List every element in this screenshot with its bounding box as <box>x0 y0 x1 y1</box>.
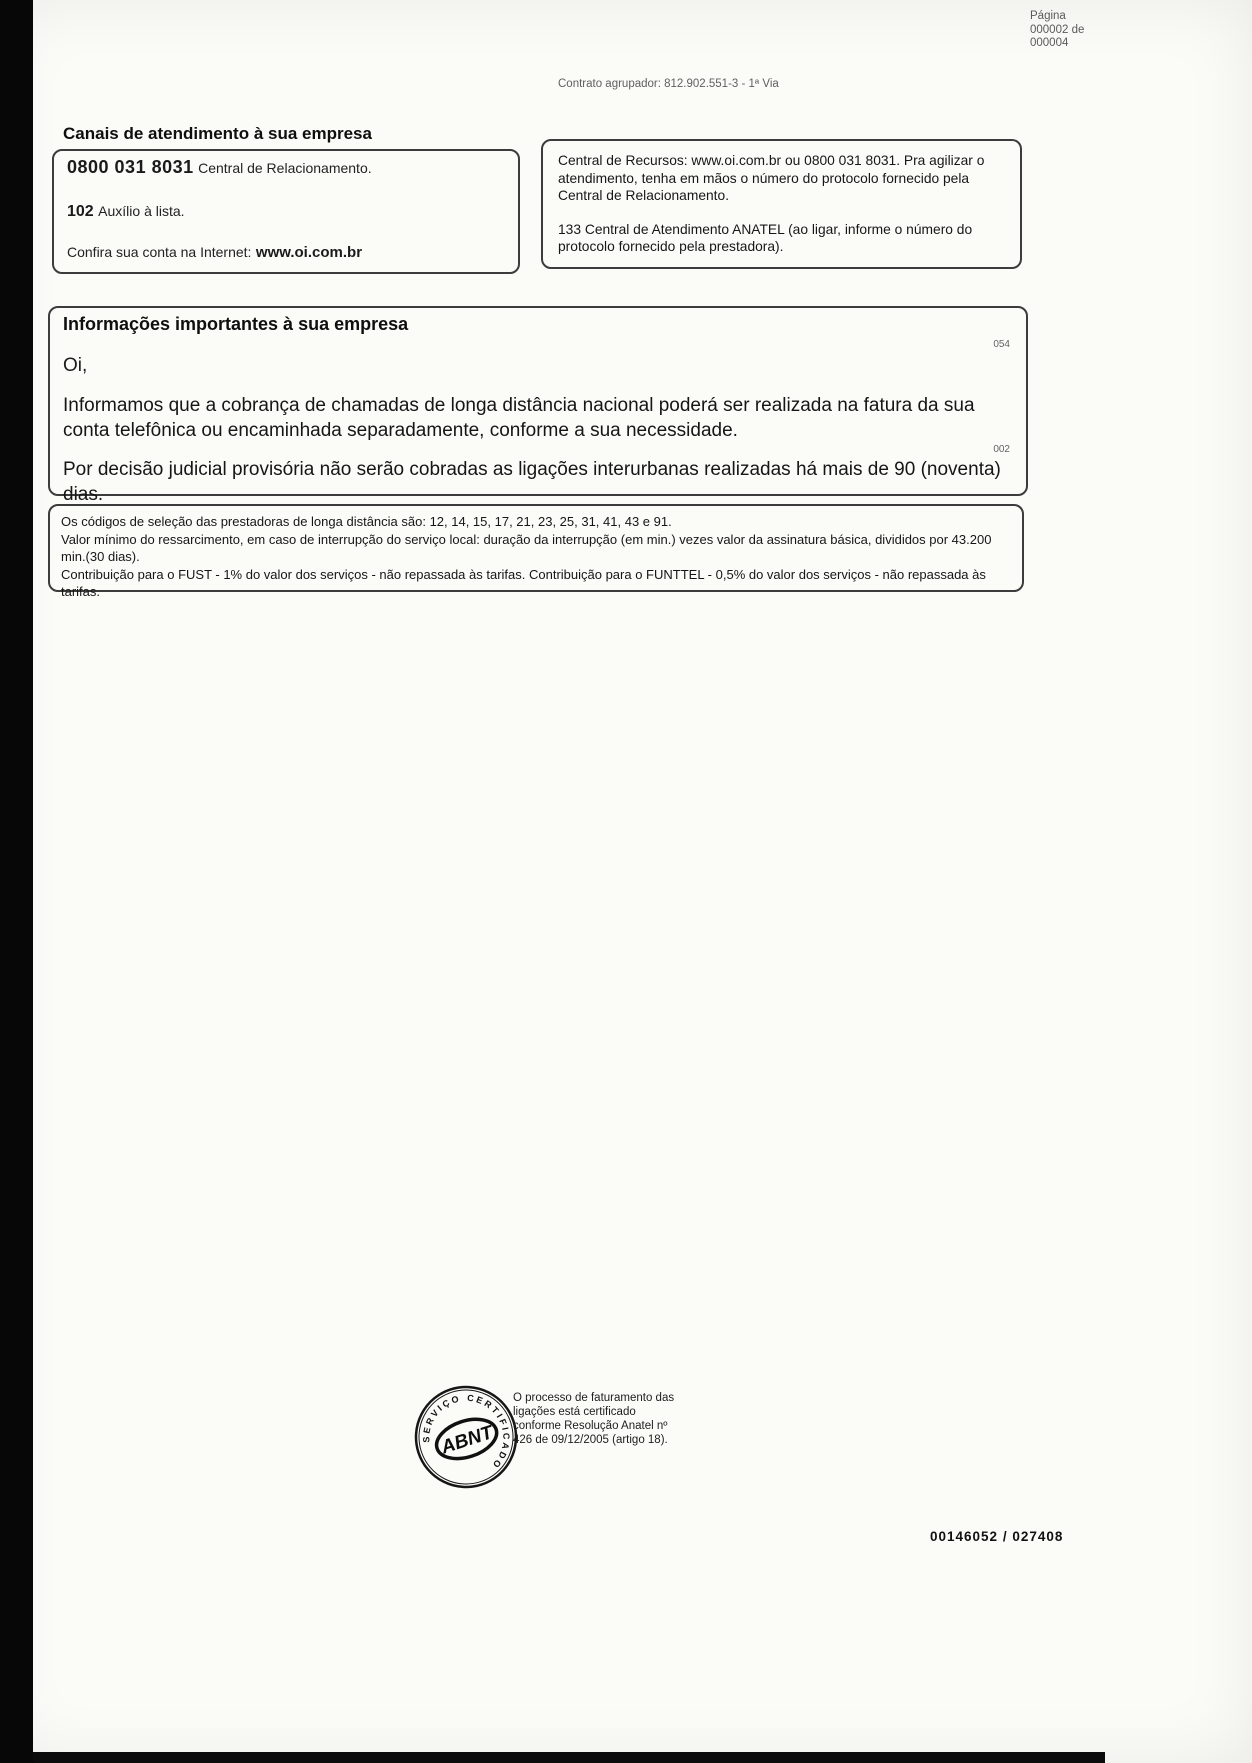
page-indicator <box>1030 10 1084 51</box>
resources-paragraph-1: Central de Recursos: www.oi.com.br ou 0800 031 8031. Pra agilizar o atendimento, tenha em mãos o número do protocolo fornecido pela Central de Relacionamento. <box>558 153 985 203</box>
info-paragraph-2: Por decisão judicial provisória não serão cobradas as ligações interurbanas realizadas há mais de 90 (noventa) dias. <box>63 459 1001 505</box>
relationship-phone-desc: Central de Relacionamento. <box>198 160 372 176</box>
certification-statement: O processo de faturamento das ligações está certificado conforme Resolução Anatel nº 426 de 09/12/2005 (artigo 18). <box>513 1392 675 1446</box>
relationship-phone-number: 0800 031 8031 <box>67 157 194 177</box>
contract-line: Contrato agrupador: 812.902.551-3 - 1ª Via <box>558 78 779 90</box>
abnt-certification-stamp <box>406 1377 526 1497</box>
scan-edge-strip-bottom <box>33 1752 1105 1763</box>
refund-minimum-line: Valor mínimo do ressarcimento, em caso de interrupção do serviço local: duração da interrupção (em min.) vezes valor da assinatura básica, divididos por 43.200 min.(30 dias). <box>61 531 992 564</box>
page-total: 000004 <box>1030 37 1069 49</box>
carrier-codes-box <box>48 504 1024 599</box>
resources-box <box>541 139 1022 269</box>
anatel-paragraph: 133 Central de Atendimento ANATEL (ao ligar, informe o número do protocolo fornecido pela prestadora). <box>558 221 973 254</box>
page-label: Página <box>1030 10 1066 22</box>
directory-assistance-row <box>67 203 185 221</box>
greeting-text: Oi, <box>63 355 88 376</box>
internet-account-row <box>67 244 362 262</box>
ref-code-002: 002 <box>993 444 1010 455</box>
page-current: 000002 de <box>1030 23 1085 36</box>
directory-assistance-desc: Auxílio à lista. <box>98 203 185 219</box>
internet-account-url: www.oi.com.br <box>255 244 363 261</box>
channels-box <box>52 149 520 274</box>
important-info-box <box>48 306 1028 505</box>
internet-account-label: Confira sua conta na Internet: <box>67 244 252 260</box>
ref-code-054: 054 <box>993 339 1010 350</box>
info-paragraph-1: Informamos que a cobrança de chamadas de longa distância nacional poderá ser realizada na fatura da sua conta telefônica ou encaminhada separadamente, conforme a sua necessidade. <box>63 395 975 441</box>
important-info-title: Informações importantes à sua empresa <box>63 314 409 334</box>
fust-funttel-line: Contribuição para o FUST - 1% do valor dos serviços - não repassada às tarifas. Contribuição para o FUNTTEL - 0,5% do valor dos serviços - não repassada às tarifas. <box>61 566 986 599</box>
directory-assistance-number: 102 <box>67 203 94 220</box>
document-number: 00146052 / 027408 <box>930 1529 1064 1544</box>
abnt-ring-text: SERVIÇO CERTIFICADO <box>421 1392 512 1472</box>
carrier-codes-line: Os códigos de seleção das prestadoras de longa distância são: 12, 14, 15, 17, 21, 23, 25, 31, 41, 43 e 91. <box>61 514 672 529</box>
scan-edge-strip-left <box>0 0 33 1763</box>
channels-box-title: Canais de atendimento à sua empresa <box>63 124 372 143</box>
relationship-phone-row <box>67 157 372 178</box>
abnt-logo-text: ABNT <box>438 1422 496 1459</box>
